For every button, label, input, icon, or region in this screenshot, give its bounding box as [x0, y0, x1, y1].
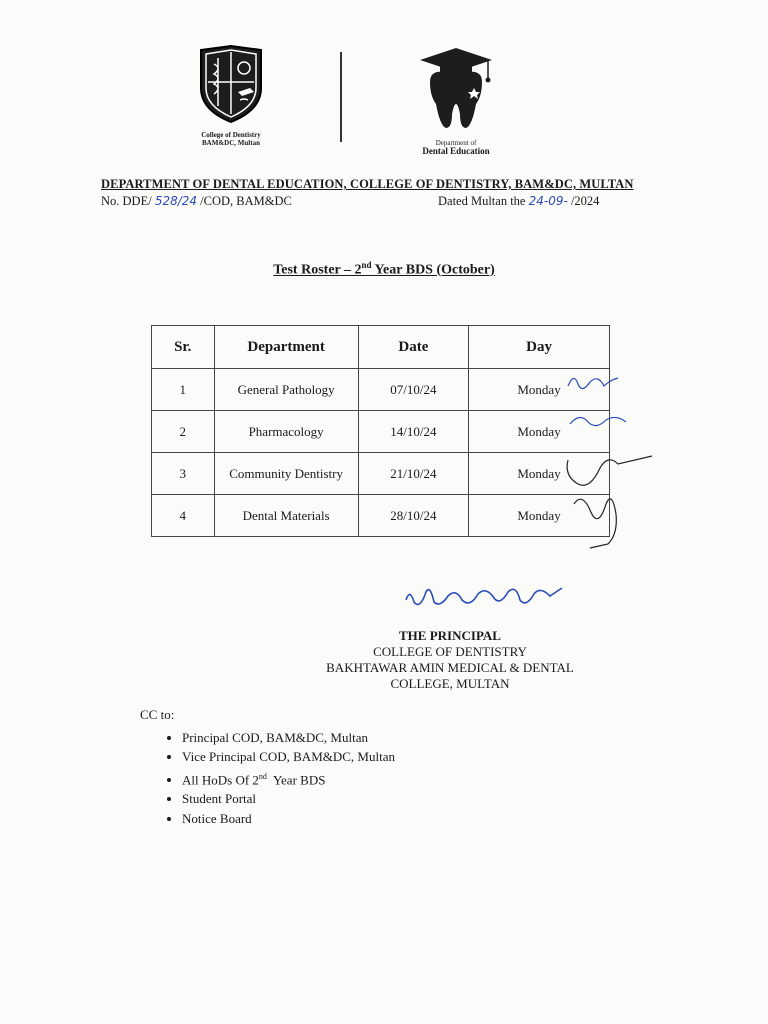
- cell-date: 14/10/24: [358, 411, 468, 453]
- department-logo-caption: Department of Dental Education: [422, 139, 490, 156]
- cell-day: Monday: [469, 369, 610, 411]
- principal-line: COLLEGE, MULTAN: [390, 676, 510, 691]
- table-row: [152, 369, 610, 411]
- college-logo-caption: College of Dentistry BAM&DC, Multan: [201, 131, 261, 147]
- handwritten-date: 24-09-: [528, 194, 568, 208]
- header-day: Day: [469, 326, 610, 369]
- header-sr: Sr.: [152, 326, 215, 369]
- logo-divider: [340, 52, 342, 142]
- list-item: • Vice Principal COD, BAM&DC, Multan: [182, 747, 395, 766]
- cell-day: Monday: [469, 411, 610, 453]
- table-header-row: [152, 326, 610, 369]
- test-roster-table: [151, 325, 610, 537]
- cell-date: 07/10/24: [358, 369, 468, 411]
- tooth-graduation-cap-icon: [414, 44, 498, 132]
- principal-signature: [400, 578, 570, 618]
- college-logo: [186, 44, 276, 147]
- department-heading: DEPARTMENT OF DENTAL EDUCATION, COLLEGE OF DENTISTRY, BAM&DC, MULTAN: [101, 177, 634, 191]
- cell-department: Community Dentistry: [214, 453, 358, 495]
- table-row: [152, 495, 610, 537]
- principal-block: [300, 628, 600, 692]
- cc-label: CC to:: [140, 707, 175, 722]
- cell-sr: 2: [152, 411, 215, 453]
- list-item: • Principal COD, BAM&DC, Multan: [182, 728, 395, 747]
- cell-sr: 3: [152, 453, 215, 495]
- principal-title: THE PRINCIPAL: [399, 628, 501, 643]
- header-department: Department: [214, 326, 358, 369]
- table-row: [152, 411, 610, 453]
- cell-sr: 1: [152, 369, 215, 411]
- cell-date: 28/10/24: [358, 495, 468, 537]
- cell-department: Pharmacology: [214, 411, 358, 453]
- list-item: • Student Portal: [182, 789, 395, 808]
- cell-date: 21/10/24: [358, 453, 468, 495]
- cell-department: General Pathology: [214, 369, 358, 411]
- principal-line: COLLEGE OF DENTISTRY: [373, 644, 527, 659]
- reference-number: No. DDE/ 528/24 /COD, BAM&DC: [101, 194, 292, 208]
- cell-day: Monday: [469, 495, 610, 537]
- principal-line: BAKHTAWAR AMIN MEDICAL & DENTAL: [326, 660, 574, 675]
- table-row: [152, 453, 610, 495]
- shield-logo-icon: [196, 44, 266, 124]
- handwritten-ref-number: 528/24: [154, 194, 198, 208]
- cell-day: Monday: [469, 453, 610, 495]
- dated-line: Dated Multan the 24-09- /2024: [438, 194, 600, 208]
- header-date: Date: [358, 326, 468, 369]
- document-title: Test Roster – 2nd Year BDS (October): [273, 260, 495, 278]
- list-item: • Notice Board: [182, 809, 395, 828]
- handwritten-initials: [560, 364, 670, 584]
- list-item: • All HoDs Of 2nd Year BDS: [182, 767, 395, 790]
- department-logo: [408, 44, 504, 156]
- cell-sr: 4: [152, 495, 215, 537]
- cell-department: Dental Materials: [214, 495, 358, 537]
- cc-list: [160, 728, 395, 828]
